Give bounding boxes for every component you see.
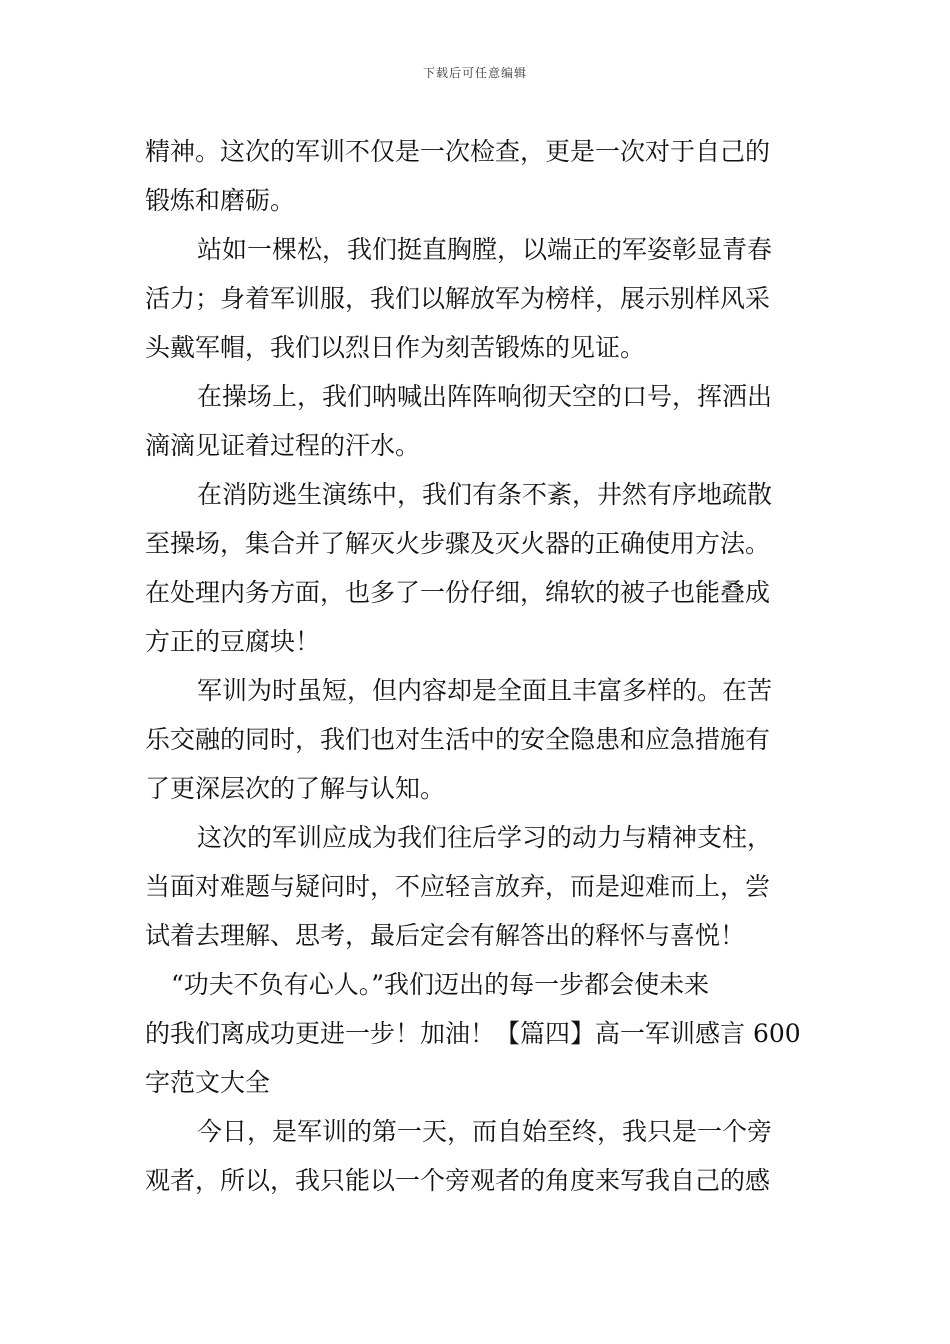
text-line: 精神。这次的军训不仅是一次检查，更是一次对于自己的 bbox=[145, 137, 771, 166]
text-line: 活力；身着军训服，我们以解放军为榜样，展示别样风采 bbox=[145, 284, 771, 313]
paragraph-start-line: 在消防逃生演练中，我们有条不紊，井然有序地疏散 bbox=[197, 480, 773, 509]
text-line: 至操场，集合并了解灭火步骤及灭火器的正确使用方法。 bbox=[145, 529, 771, 558]
text-line: 锻炼和磨砺。 bbox=[145, 186, 296, 215]
paragraph-start-line: 军训为时虽短，但内容却是全面且丰富多样的。在苦 bbox=[197, 676, 773, 705]
text-line: 观者，所以，我只能以一个旁观者的角度来写我自己的感 bbox=[145, 1166, 771, 1195]
page-header: 下载后可任意编辑 bbox=[422, 66, 527, 80]
text-line: 头戴军帽，我们以烈日作为刻苦锻炼的见证。 bbox=[145, 333, 646, 362]
text-line: 字范文大全 bbox=[145, 1068, 271, 1097]
text-line: 方正的豆腐块！ bbox=[145, 627, 321, 656]
paragraph-start-line: 在操场上，我们呐喊出阵阵响彻天空的口号，挥洒出 bbox=[197, 382, 773, 411]
paragraph-start-line: “功夫不负有心人。”我们迈出的每一步都会使未来 bbox=[171, 970, 710, 999]
text-line: 乐交融的同时，我们也对生活中的安全隐患和应急措施有 bbox=[145, 725, 771, 754]
text-line: 的我们离成功更进一步！加油！【篇四】高一军训感言 600 bbox=[145, 1019, 801, 1048]
paragraph-start-line: 这次的军训应成为我们往后学习的动力与精神支柱， bbox=[197, 823, 773, 852]
text-line: 试着去理解、思考，最后定会有解答出的释怀与喜悦！ bbox=[145, 921, 746, 950]
text-line: 了更深层次的了解与认知。 bbox=[145, 774, 446, 803]
paragraph-start-line: 站如一棵松，我们挺直胸膛，以端正的军姿彰显青春 bbox=[197, 235, 773, 264]
text-line: 滴滴见证着过程的汗水。 bbox=[145, 431, 421, 460]
body-text bbox=[145, 127, 810, 1205]
text-line: 在处理内务方面，也多了一份仔细，绵软的被子也能叠成 bbox=[145, 578, 771, 607]
text-line: 当面对难题与疑问时，不应轻言放弃，而是迎难而上，尝 bbox=[145, 872, 771, 901]
paragraph-start-line: 今日，是军训的第一天，而自始至终，我只是一个旁 bbox=[197, 1117, 773, 1146]
